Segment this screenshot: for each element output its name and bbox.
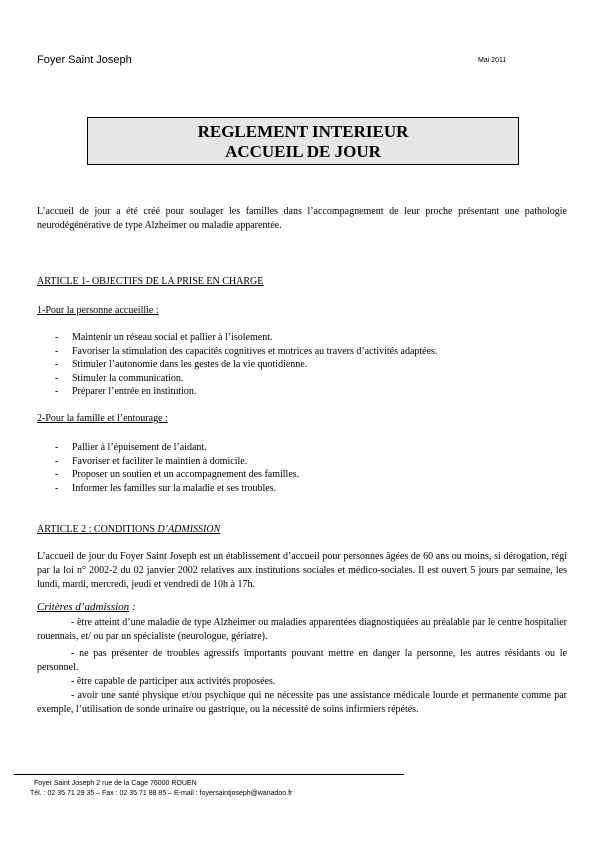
intro-paragraph: L’accueil de jour a été créé pour soulager les familles dans l’accompagnement de leur proche présentant une pathologie neurodégénérative de type Alzheimer ou maladie apparentée. [37,206,567,231]
list-item: - Pallier à l’épuisement de l’aidant. [55,442,207,453]
organization-name: Foyer Saint Joseph [37,54,132,66]
footer-divider [14,774,404,775]
family-objectives-list [55,441,555,495]
title-line-1: REGLEMENT INTERIEUR [197,122,409,141]
article-1-subheading-family: 2-Pour la famille et l’entourage : [37,413,168,424]
article-2-heading: ARTICLE 2 : CONDITIONS D’ADMISSION [37,524,221,535]
list-item: - Stimuler la communication. [55,372,184,384]
article-2-body: L’accueil de jour du Foyer Saint Joseph est un établissement d’accueil pour personnes âgées de 60 ans ou moins, si dérogation, régi par la loi n° 2002-2 du 02 janvier 2002 relatives aux institutions sociales et médico-sociales. Il est ouvert 5 jours par semaine, les lundi, mardi, mercredi, jeudi et vendredi de 10h à 17h. [37,551,567,590]
list-item: - Maintenir un réseau social et pallier à l’isolement. [55,332,273,343]
criteria-heading: Critères d’admission : [37,601,136,613]
criterion-4: - avoir une santé physique et/ou psychique qui ne nécessite pas une assistance médicale lourde et permanente comme par exemple, l’utilisation de sonde urinaire ou gastrique, ou la nécessité de soins infirmiers répétés. [37,690,567,715]
list-item: - Informer les familles sur la maladie et ses troubles. [55,482,277,494]
title-box [87,117,519,165]
list-item: - Favoriser et faciliter le maintien à domicile. [55,455,248,467]
footer-address: Foyer Saint Joseph 2 rue de la Cage 76000 ROUEN [34,780,197,787]
criterion-2: - ne pas présenter de troubles agressifs importants pouvant mettre en danger la personne, les autres résidants ou le personnel. [37,648,567,673]
article-1-heading: ARTICLE 1- OBJECTIFS DE LA PRISE EN CHARGE [37,276,264,287]
title-line-2: ACCUEIL DE JOUR [225,142,381,161]
list-item: - Proposer un soutien et un accompagnement des familles. [55,469,300,480]
criterion-3: - être capable de participer aux activités proposées. [71,676,276,687]
criterion-1: - être atteint d’une maladie de type Alzheimer ou maladies apparentées diagnostiquées au préalable par le centre hospitalier rouennais, et/ ou par un spécialiste (neurologue, gériatre). [37,617,567,642]
article-1-subheading-person: 1-Pour la personne accueillie : [37,305,159,316]
list-item: - Stimuler l’autonomie dans les gestes de la vie quotidienne. [55,359,308,370]
document-date: Mai 2011 [478,57,507,64]
person-objectives-list [55,331,555,399]
list-item: - Favoriser la stimulation des capacités cognitives et motrices au travers d’activités adaptées. [55,345,438,357]
list-item: - Préparer l’entrée en institution. [55,386,197,397]
footer-contact: Tél. : 02 35 71 29 35 – Fax : 02 35 71 88 85 – E-mail : foyersaintjoseph@wanadoo.fr [30,790,293,797]
